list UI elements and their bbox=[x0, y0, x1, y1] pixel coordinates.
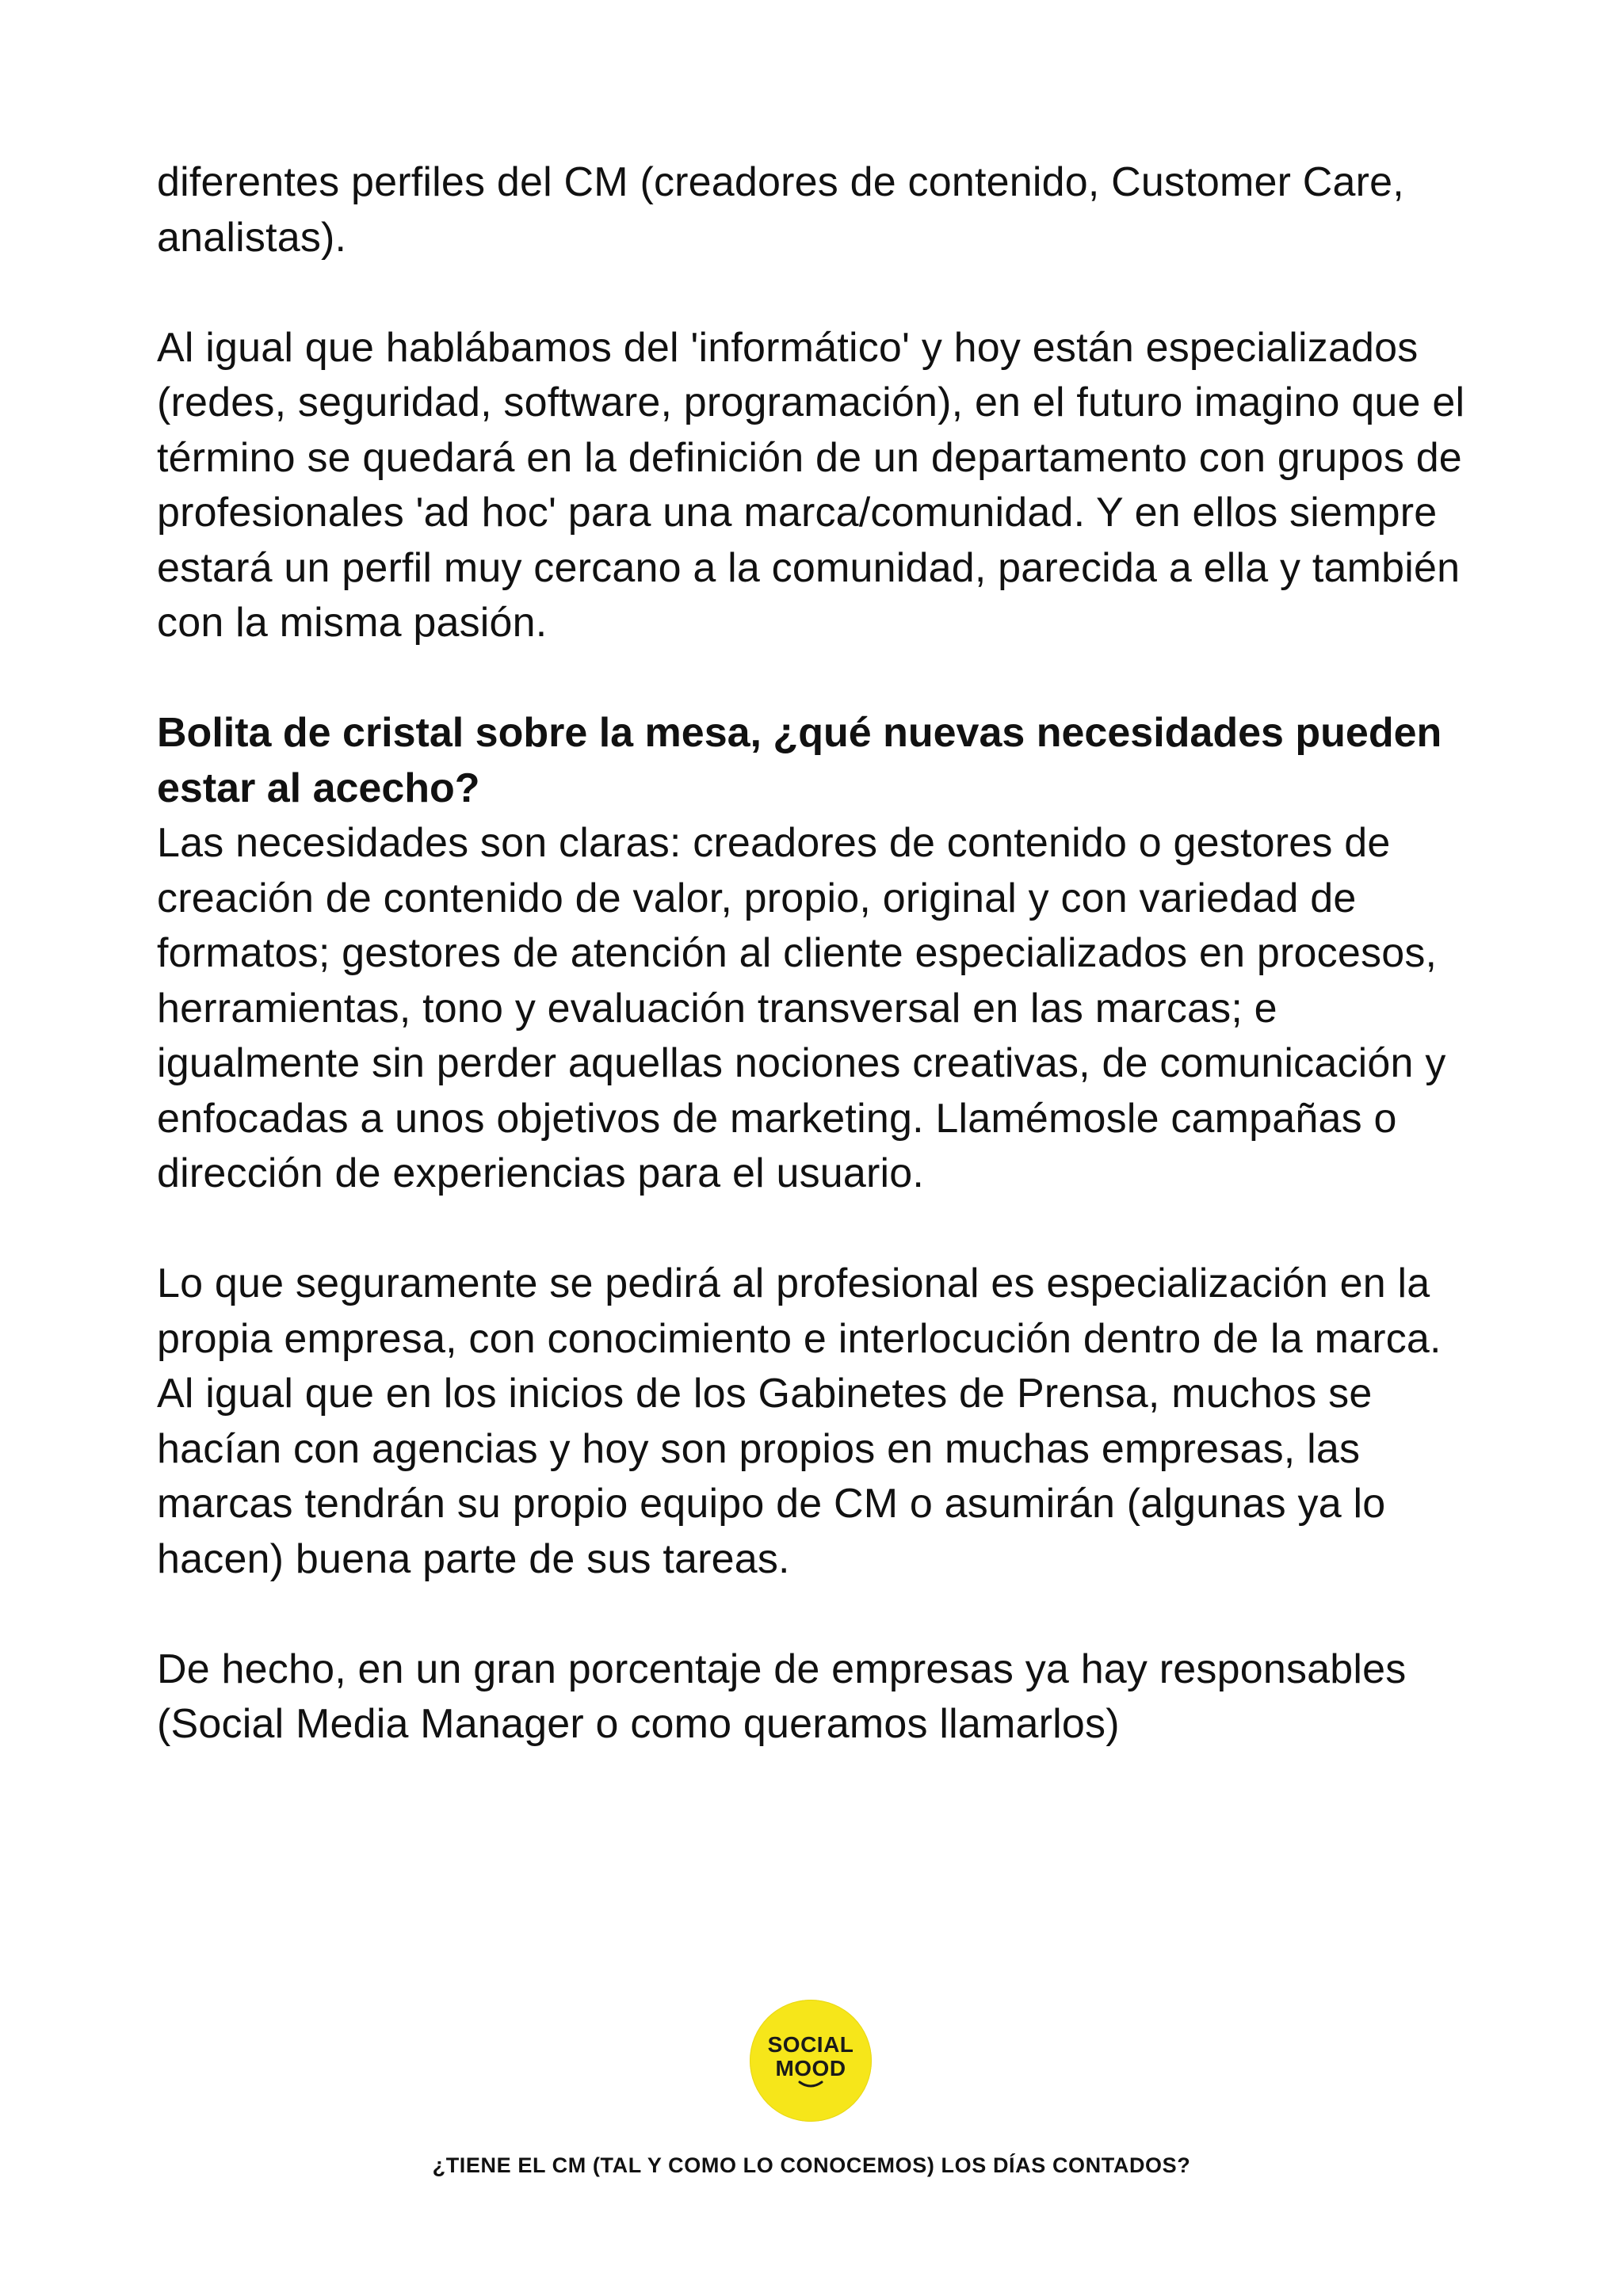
paragraph: Lo que seguramente se pedirá al profesional es especialización en la propia empresa, con conocimiento e interlocución dentro de la marca. Al igual que en los inicios de los Gabinetes de Prensa, muchos se hacían con agencias y hoy son propios en muchas empresas, las marcas tendrán su propio equipo de CM o asumirán (algunas ya lo hacen) buena parte de sus tareas. bbox=[157, 1261, 1442, 1582]
paragraph: De hecho, en un gran porcentaje de empresas ya hay responsables (Social Media Manager o como queramos llamarlos) bbox=[157, 1646, 1407, 1747]
logo-text-mood: MOOD bbox=[775, 2056, 846, 2081]
social-mood-logo bbox=[750, 2000, 872, 2122]
footer-title: ¿TIENE EL CM (TAL Y COMO LO CONOCEMOS) LOS DÍAS CONTADOS? bbox=[432, 2153, 1191, 2177]
paragraph: Las necesidades son claras: creadores de contenido o gestores de creación de contenido de valor, propio, original y con variedad de formatos; gestores de atención al cliente especializados en procesos, herramientas, tono y evaluación transversal en las marcas; e igualmente sin perder aquellas nociones creativas, de comunicación y enfocadas a unos objetivos de marketing. Llamémosle campañas o dirección de experiencias para el usuario. bbox=[157, 820, 1446, 1196]
paragraph: Al igual que hablábamos del 'informático' y hoy están especializados (redes, seguridad, software, programación), en el futuro imagino que el término se quedará en la definición de un departamento con grupos de profesionales 'ad hoc' para una marca/comunidad. Y en ellos siempre estará un perfil muy cercano a la comunidad, parecida a ella y también con la misma pasión. bbox=[157, 324, 1465, 646]
article-body bbox=[157, 155, 1472, 1753]
question-heading: Bolita de cristal sobre la mesa, ¿qué nuevas necesidades pueden estar al acecho? bbox=[157, 710, 1442, 811]
logo-text-social: SOCIAL bbox=[767, 2032, 854, 2057]
paragraph: diferentes perfiles del CM (creadores de contenido, Customer Care, analistas). bbox=[157, 159, 1404, 261]
smile-icon bbox=[797, 2081, 824, 2088]
